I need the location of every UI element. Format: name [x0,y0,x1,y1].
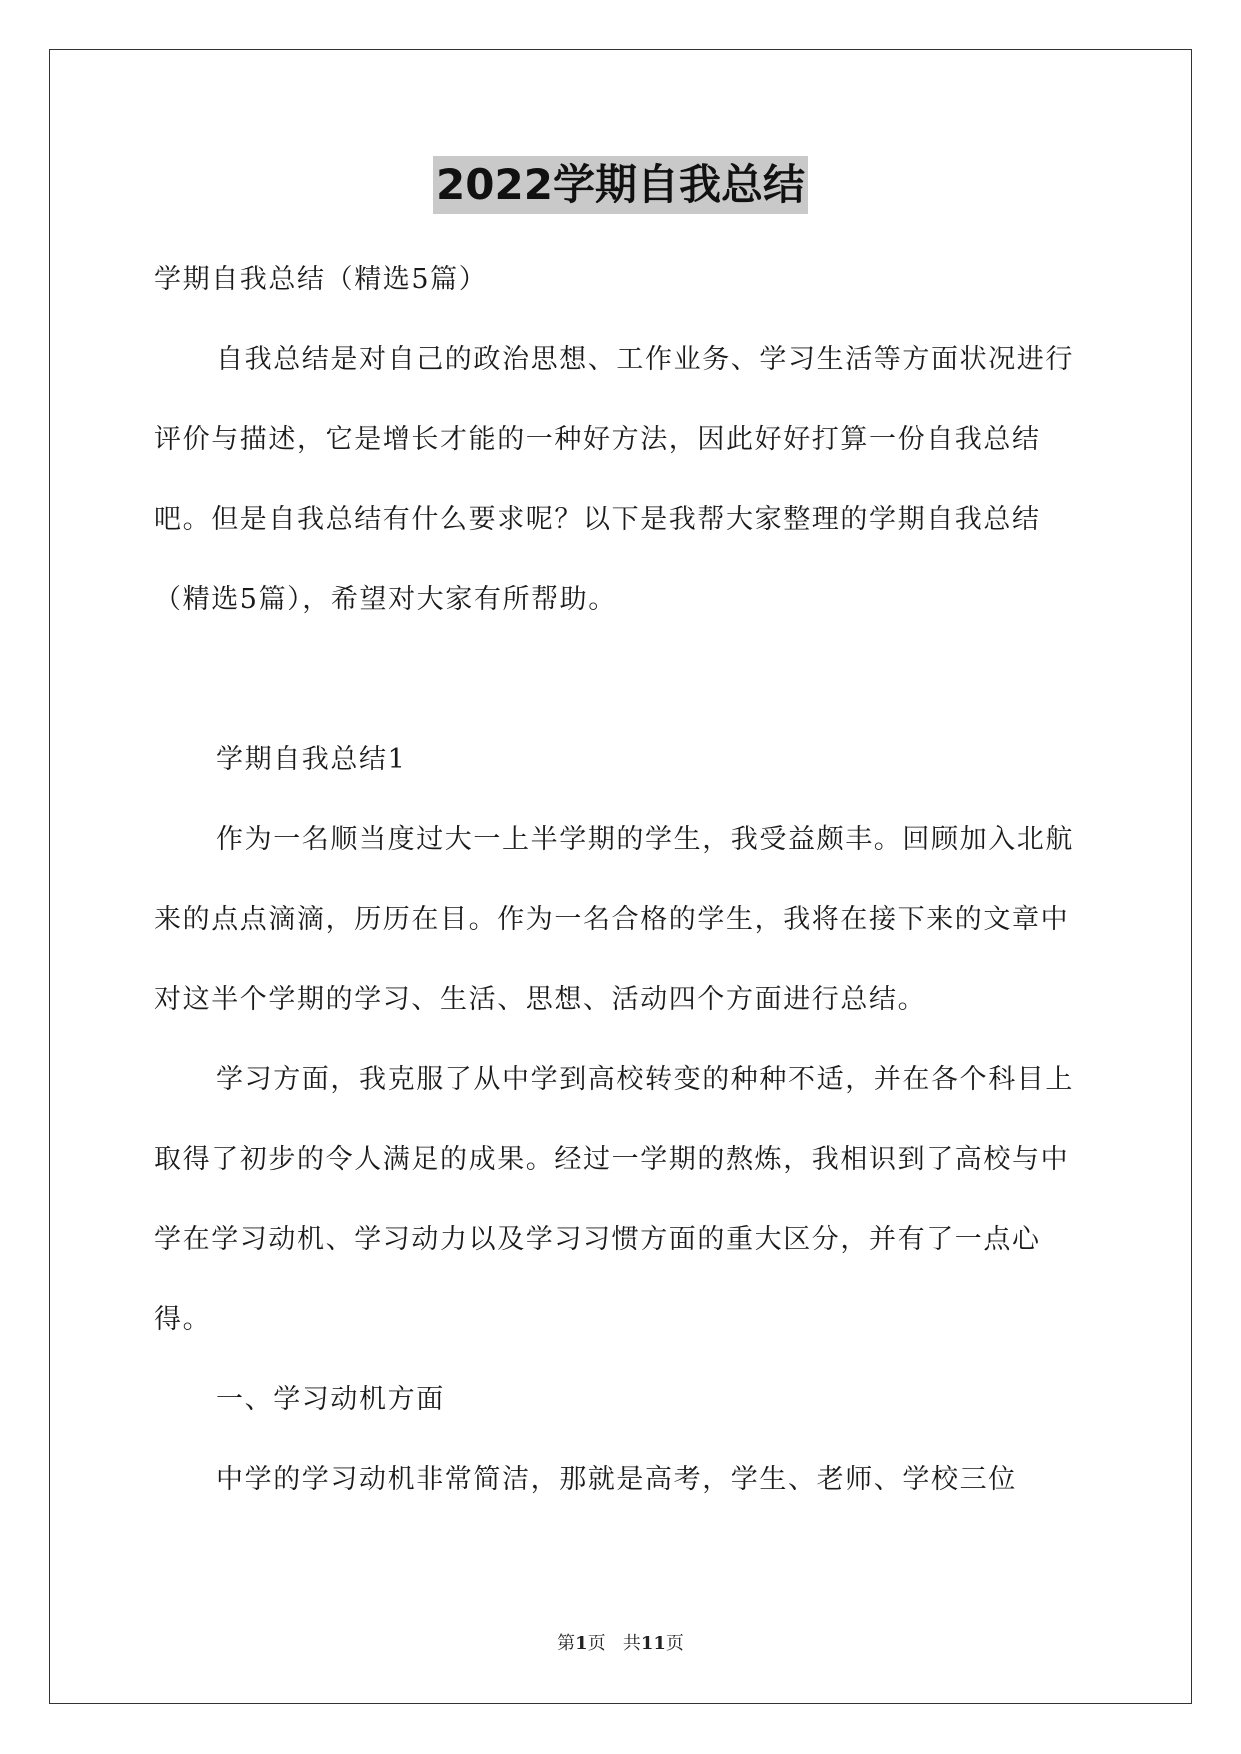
document-body [154,240,1094,1520]
subsection-heading: 一、学习动机方面 [216,1384,445,1415]
footer-prefix: 第 [557,1633,576,1654]
paragraph-subtitle: 学期自我总结（精选5篇） [154,264,488,295]
footer-total-suffix: 页 [665,1633,684,1654]
paragraph-spacer [154,640,1094,720]
paragraph-body: 学习方面，我克服了从中学到高校转变的种种不适，并在各个科目上取得了初步的令人满足的成果。经过一学期的熬炼，我相识到了高校与中学在学习动机、学习动力以及学习习惯方面的重大区分，并有了一点心得。 [154,1064,1074,1335]
footer-total-prefix: 共 [622,1633,641,1654]
paragraph-body: 作为一名顺当度过大一上半学期的学生，我受益颇丰。回顾加入北航来的点点滴滴，历历在目。作为一名合格的学生，我将在接下来的文章中对这半个学期的学习、生活、思想、活动四个方面进行总结。 [154,824,1074,1015]
footer-page-suffix: 页 [587,1633,606,1654]
title-container [0,156,1241,214]
footer-total-pages: 11 [640,1633,666,1654]
section-heading: 学期自我总结1 [216,744,407,775]
paragraph-body: 中学的学习动机非常简洁，那就是高考，学生、老师、学校三位 [216,1464,1017,1495]
footer-page-number: 1 [575,1633,588,1654]
document-title: 2022学期自我总结 [433,156,808,214]
paragraph-intro: 自我总结是对自己的政治思想、工作业务、学习生活等方面状况进行评价与描述，它是增长才能的一种好方法，因此好好打算一份自我总结吧。但是自我总结有什么要求呢？以下是我帮大家整理的学期自我总结（精选5篇），希望对大家有所帮助。 [154,344,1074,615]
page-footer [0,1630,1241,1658]
